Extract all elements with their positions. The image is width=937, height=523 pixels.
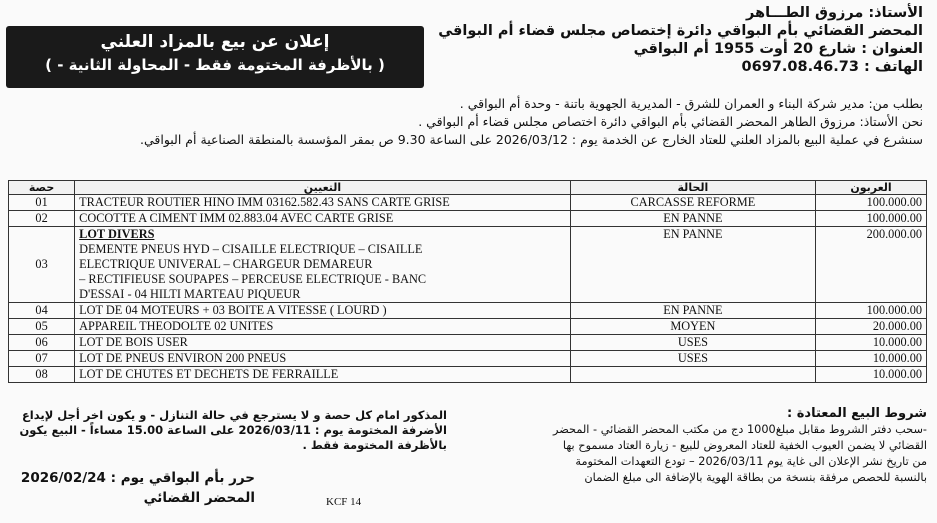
bailiff-address: العنوان : شارع 20 أوت 1955 أم البواقي (633, 41, 923, 57)
banner-subtitle: ( بالأظرفة المختومة فقط - المحاولة الثانية - ) (45, 56, 385, 74)
auction-banner (6, 26, 424, 88)
lot-price: 100.000.00 (816, 303, 927, 319)
table-row (9, 211, 927, 227)
lot-designation: LOT DE BOIS USER (75, 335, 571, 351)
intro-bailiff: نحن الأستاذ: مرزوق الطاهر المحضر القضائي بأم البواقي دائرة اختصاص مجلس قضاء أم البواقي . (418, 114, 923, 129)
deposit-note-line: المذكور امام كل حصة و لا يسترجع في حالة التنازل - و يكون اخر أجل لإيداع (21, 408, 447, 422)
lot-number: 01 (9, 195, 75, 211)
lot-number: 04 (9, 303, 75, 319)
lot-price: 10.000.00 (816, 367, 927, 383)
lot-designation: TRACTEUR ROUTIER HINO IMM 03162.582.43 SANS CARTE GRISE (75, 195, 571, 211)
header-state: الحالة (570, 181, 815, 195)
sale-conditions (462, 406, 927, 486)
bailiff-title: المحضر القضائي بأم البواقي دائرة إختصاص مجلس قضاء أم البواقي (438, 23, 923, 39)
deposit-note-line: بالأظرفة المختومة فقط . (302, 438, 447, 452)
lot-designation (75, 227, 571, 303)
header-lot: حصة (9, 181, 75, 195)
lot-price: 10.000.00 (816, 335, 927, 351)
lot-price: 10.000.00 (816, 351, 927, 367)
signature-date: حرر بأم البواقي يوم : 2026/02/24 (20, 470, 255, 486)
lot-price: 20.000.00 (816, 319, 927, 335)
lot-state: CARCASSE REFORME (570, 195, 815, 211)
lot-divers-line: DEMENTE PNEUS HYD – CISAILLE ELECTRIQUE – CISAILLE (79, 242, 423, 256)
lot-number: 07 (9, 351, 75, 367)
lot-number: 05 (9, 319, 75, 335)
lot-price: 100.000.00 (816, 211, 927, 227)
lot-designation: COCOTTE A CIMENT IMM 02.883.04 AVEC CARTE GRISE (75, 211, 571, 227)
lot-number: 08 (9, 367, 75, 383)
lot-state: EN PANNE (570, 303, 815, 319)
conditions-line: القضائي لا يضمن العيوب الخفية للعتاد المعروض للبيع - زيارة العتاد مسموح بها (562, 439, 927, 452)
lot-state (570, 367, 815, 383)
table-row (9, 303, 927, 319)
lot-divers-line: D'ESSAI - 04 HILTI MARTEAU PIQUEUR (79, 287, 301, 301)
lot-divers-title: LOT DIVERS (79, 227, 155, 241)
table-header-row (9, 181, 927, 195)
table-row (9, 351, 927, 367)
lot-state: EN PANNE (570, 211, 815, 227)
table-row (9, 367, 927, 383)
signature-title: المحضر القضائي (143, 490, 255, 506)
lot-designation: APPAREIL THEODOLTE 02 UNITES (75, 319, 571, 335)
lot-state: EN PANNE (570, 227, 815, 303)
conditions-line: -سحب دفتر الشروط مقابل مبلغ1000 دج من مكتب المحضر القضائي - المحضر (553, 423, 927, 436)
lot-divers-line: ELECTRIQUE UNIVERAL – CHARGEUR DEMAREUR (79, 257, 373, 271)
table-row (9, 195, 927, 211)
header-designation: التعيين (75, 181, 571, 195)
lot-divers-line: – RECTIFIEUSE SOUPAPES – PERCEUSE ELECTRIQUE - BANC (79, 272, 427, 286)
intro-requester: بطلب من: مدير شركة البناء و العمران للشرق - المديرية الجهوية باتنة - وحدة أم البواقي . (459, 96, 923, 111)
lot-state: USES (570, 335, 815, 351)
deposit-note-line: الأضرفة المختومة يوم : 2026/03/11 على الساعة 15.00 مساءاً - البيع يكون (19, 423, 447, 437)
signature-block (15, 468, 255, 508)
lot-designation: LOT DE CHUTES ET DECHETS DE FERRAILLE (75, 367, 571, 383)
bailiff-phone: الهاتف : 0697.08.46.73 (741, 59, 923, 75)
lot-number: 06 (9, 335, 75, 351)
table-row (9, 335, 927, 351)
header-price: العربون (816, 181, 927, 195)
footer-code: KCF 14 (326, 496, 362, 508)
lot-state: MOYEN (570, 319, 815, 335)
lot-state: USES (570, 351, 815, 367)
banner-title: إعلان عن بيع بالمزاد العلني (100, 32, 330, 52)
intro-text (23, 95, 923, 149)
intro-sale-date: سنشرع في عملية البيع بالمزاد العلني للعتاد الخارج عن الخدمة يوم : 2026/03/12 على الساعة 9.30 ص بمقر المؤسسة بالمنطقة الصناعية أم البواقي. (139, 132, 923, 147)
lot-price: 100.000.00 (816, 195, 927, 211)
bailiff-name: الأستاذ: مرزوق الطـــاهر (746, 5, 923, 21)
lot-number: 02 (9, 211, 75, 227)
deposit-note (12, 408, 447, 453)
lot-designation: LOT DE 04 MOTEURS + 03 BOITE A VITESSE ( LOURD ) (75, 303, 571, 319)
lot-price: 200.000.00 (816, 227, 927, 303)
lot-number: 03 (9, 227, 75, 303)
lots-table (8, 180, 927, 383)
conditions-line: بالنسبة للحصص مرفقة بنسخة من بطاقة الهوية بالإضافة الى مبلغ الضمان (584, 471, 927, 484)
lot-designation: LOT DE PNEUS ENVIRON 200 PNEUS (75, 351, 571, 367)
bailiff-header (438, 4, 923, 76)
table-row (9, 227, 927, 303)
table-row (9, 319, 927, 335)
conditions-title: شروط البيع المعتادة : (787, 406, 927, 421)
conditions-line: من تاريخ نشر الإعلان الى غاية يوم 2026/03/11 – تودع التعهدات المختومة (575, 455, 927, 468)
